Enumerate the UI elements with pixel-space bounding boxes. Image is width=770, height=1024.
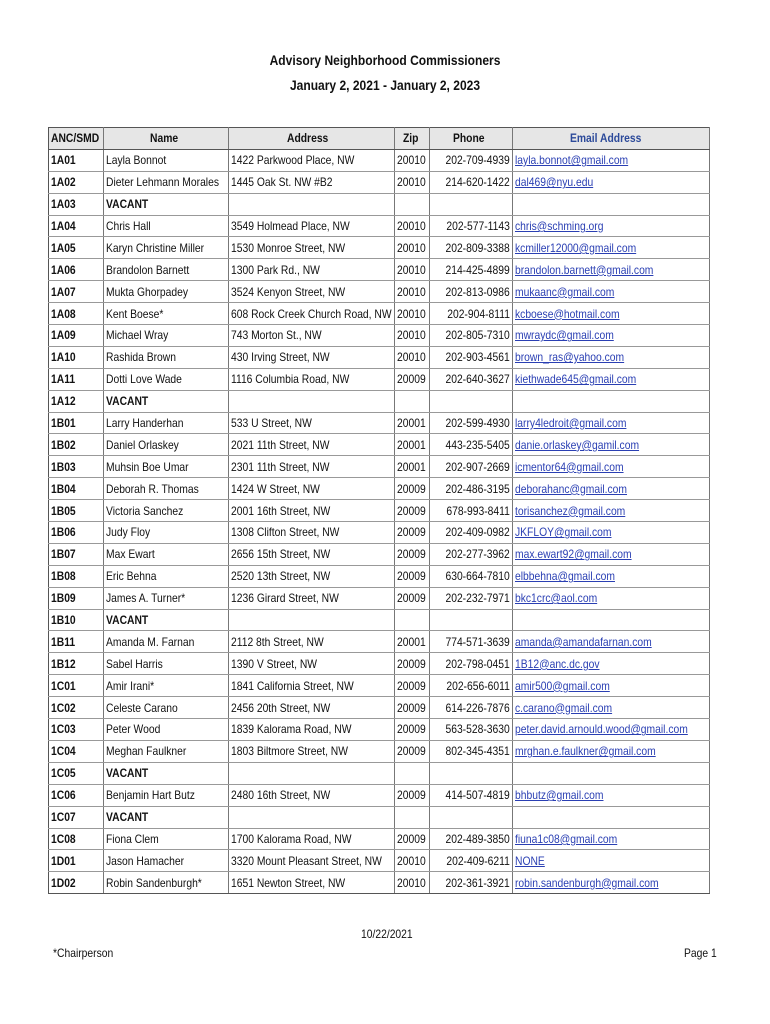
phone-cell: 202-904-8111	[430, 303, 513, 325]
address-cell	[229, 762, 395, 784]
email-cell[interactable]	[513, 478, 710, 500]
smd-cell: 1A09	[49, 325, 104, 347]
email-cell	[513, 806, 710, 828]
email-cell[interactable]	[513, 500, 710, 522]
email-cell	[513, 762, 710, 784]
email-cell[interactable]	[513, 784, 710, 806]
email-cell[interactable]	[513, 281, 710, 303]
email-link[interactable]: NONE	[515, 853, 545, 868]
phone-cell	[430, 193, 513, 215]
email-cell[interactable]	[513, 565, 710, 587]
smd-cell: 1B11	[49, 631, 104, 653]
address-cell: 2301 11th Street, NW	[229, 456, 395, 478]
zip-cell: 20009	[395, 828, 430, 850]
name-cell: Meghan Faulkner	[104, 740, 229, 762]
email-cell	[513, 390, 710, 412]
zip-cell: 20010	[395, 215, 430, 237]
table-row	[49, 784, 710, 806]
zip-cell: 20001	[395, 412, 430, 434]
phone-cell: 563-528-3630	[430, 719, 513, 741]
name-cell: Celeste Carano	[104, 697, 229, 719]
phone-cell: 202-409-0982	[430, 522, 513, 544]
zip-cell: 20001	[395, 456, 430, 478]
table-row	[49, 346, 710, 368]
smd-cell: 1D02	[49, 872, 104, 894]
zip-cell: 20009	[395, 653, 430, 675]
phone-cell: 202-577-1143	[430, 215, 513, 237]
table-row	[49, 368, 710, 390]
address-cell: 1424 W Street, NW	[229, 478, 395, 500]
table-row	[49, 631, 710, 653]
smd-cell: 1A01	[49, 149, 104, 171]
zip-cell	[395, 193, 430, 215]
header-anc-smd: ANC/SMD	[49, 128, 104, 150]
address-cell: 743 Morton St., NW	[229, 325, 395, 347]
phone-cell: 630-664-7810	[430, 565, 513, 587]
table-row	[49, 281, 710, 303]
phone-cell: 802-345-4351	[430, 740, 513, 762]
table-body	[49, 149, 710, 893]
zip-cell: 20009	[395, 719, 430, 741]
email-link[interactable]: kcmiller12000@gmail.com	[515, 240, 637, 255]
phone-cell: 202-809-3388	[430, 237, 513, 259]
email-link[interactable]: dal469@nyu.edu	[515, 175, 594, 190]
name-cell: Victoria Sanchez	[104, 500, 229, 522]
email-link[interactable]: amir500@gmail.com	[515, 678, 610, 693]
smd-cell: 1C03	[49, 719, 104, 741]
email-link[interactable]: torisanchez@gmail.com	[515, 503, 626, 518]
smd-cell: 1B09	[49, 587, 104, 609]
phone-cell: 202-656-6011	[430, 675, 513, 697]
name-cell: Rashida Brown	[104, 346, 229, 368]
email-cell[interactable]	[513, 740, 710, 762]
zip-cell: 20009	[395, 675, 430, 697]
document-title: Advisory Neighborhood Commissioners	[269, 52, 501, 68]
phone-cell: 202-805-7310	[430, 325, 513, 347]
address-cell: 3524 Kenyon Street, NW	[229, 281, 395, 303]
phone-cell	[430, 806, 513, 828]
table-header-row	[49, 128, 710, 150]
email-cell[interactable]	[513, 675, 710, 697]
page-number: Page 1	[684, 946, 717, 960]
address-cell	[229, 806, 395, 828]
table-row	[49, 325, 710, 347]
zip-cell: 20009	[395, 368, 430, 390]
phone-cell: 202-903-4561	[430, 346, 513, 368]
table-row	[49, 456, 710, 478]
zip-cell: 20009	[395, 543, 430, 565]
smd-cell: 1B03	[49, 456, 104, 478]
address-cell	[229, 390, 395, 412]
email-cell[interactable]	[513, 237, 710, 259]
zip-cell	[395, 806, 430, 828]
email-link[interactable]: icmentor64@gmail.com	[515, 459, 624, 474]
email-link[interactable]: kiethwade645@gmail.com	[515, 372, 637, 387]
email-cell[interactable]	[513, 719, 710, 741]
zip-cell: 20009	[395, 784, 430, 806]
address-cell: 2021 11th Street, NW	[229, 434, 395, 456]
name-cell: VACANT	[104, 193, 229, 215]
zip-cell: 20001	[395, 434, 430, 456]
name-cell: Kent Boese*	[104, 303, 229, 325]
phone-cell: 202-813-0986	[430, 281, 513, 303]
phone-cell: 202-486-3195	[430, 478, 513, 500]
email-cell	[513, 609, 710, 631]
address-cell: 2456 20th Street, NW	[229, 697, 395, 719]
address-cell: 2656 15th Street, NW	[229, 543, 395, 565]
smd-cell: 1A10	[49, 346, 104, 368]
address-cell: 608 Rock Creek Church Road, NW	[229, 303, 395, 325]
table-row	[49, 500, 710, 522]
phone-cell: 614-226-7876	[430, 697, 513, 719]
phone-cell: 202-277-3962	[430, 543, 513, 565]
smd-cell: 1B01	[49, 412, 104, 434]
header-address: Address	[229, 128, 395, 150]
smd-cell: 1C06	[49, 784, 104, 806]
phone-cell: 214-620-1422	[430, 171, 513, 193]
name-cell: Larry Handerhan	[104, 412, 229, 434]
name-cell: Brandolon Barnett	[104, 259, 229, 281]
phone-cell: 202-798-0451	[430, 653, 513, 675]
name-cell: Eric Behna	[104, 565, 229, 587]
email-cell[interactable]	[513, 325, 710, 347]
email-link[interactable]: amanda@amandafarnan.com	[515, 634, 652, 649]
chairperson-note: *Chairperson	[53, 946, 114, 960]
table-row	[49, 149, 710, 171]
name-cell: VACANT	[104, 806, 229, 828]
zip-cell: 20010	[395, 149, 430, 171]
zip-cell: 20009	[395, 740, 430, 762]
email-cell[interactable]	[513, 412, 710, 434]
address-cell: 1116 Columbia Road, NW	[229, 368, 395, 390]
zip-cell: 20010	[395, 325, 430, 347]
document-subtitle: January 2, 2021 - January 2, 2023	[289, 77, 481, 93]
zip-cell	[395, 762, 430, 784]
name-cell: Chris Hall	[104, 215, 229, 237]
table-row	[49, 719, 710, 741]
zip-cell: 20010	[395, 281, 430, 303]
smd-cell: 1A03	[49, 193, 104, 215]
table-row	[49, 697, 710, 719]
phone-cell: 202-599-4930	[430, 412, 513, 434]
smd-cell: 1A06	[49, 259, 104, 281]
zip-cell: 20010	[395, 872, 430, 894]
email-cell[interactable]	[513, 850, 710, 872]
email-cell[interactable]	[513, 828, 710, 850]
email-cell[interactable]	[513, 215, 710, 237]
table-row	[49, 237, 710, 259]
name-cell: Amanda M. Farnan	[104, 631, 229, 653]
table-row	[49, 259, 710, 281]
name-cell: Jason Hamacher	[104, 850, 229, 872]
table-row	[49, 193, 710, 215]
zip-cell: 20010	[395, 237, 430, 259]
zip-cell: 20010	[395, 259, 430, 281]
smd-cell: 1A05	[49, 237, 104, 259]
smd-cell: 1C07	[49, 806, 104, 828]
smd-cell: 1C01	[49, 675, 104, 697]
header-phone: Phone	[430, 128, 513, 150]
address-cell: 3549 Holmead Place, NW	[229, 215, 395, 237]
address-cell: 2520 13th Street, NW	[229, 565, 395, 587]
smd-cell: 1A07	[49, 281, 104, 303]
email-cell[interactable]	[513, 434, 710, 456]
smd-cell: 1B05	[49, 500, 104, 522]
email-link[interactable]: bkc1crc@aol.com	[515, 591, 598, 606]
table-row	[49, 675, 710, 697]
email-link[interactable]: brown_ras@yahoo.com	[515, 350, 625, 365]
address-cell: 2480 16th Street, NW	[229, 784, 395, 806]
email-link[interactable]: mwraydc@gmail.com	[515, 328, 614, 343]
address-cell: 430 Irving Street, NW	[229, 346, 395, 368]
table-row	[49, 609, 710, 631]
address-cell	[229, 609, 395, 631]
table-row	[49, 478, 710, 500]
name-cell: Robin Sandenburgh*	[104, 872, 229, 894]
email-cell[interactable]	[513, 346, 710, 368]
smd-cell: 1D01	[49, 850, 104, 872]
zip-cell	[395, 390, 430, 412]
table-row	[49, 412, 710, 434]
email-cell[interactable]	[513, 872, 710, 894]
name-cell: Muhsin Boe Umar	[104, 456, 229, 478]
header-email: Email Address	[513, 128, 710, 150]
name-cell: Karyn Christine Miller	[104, 237, 229, 259]
email-cell[interactable]	[513, 171, 710, 193]
name-cell: Dieter Lehmann Morales	[104, 171, 229, 193]
table-row	[49, 171, 710, 193]
email-cell[interactable]	[513, 456, 710, 478]
phone-cell: 774-571-3639	[430, 631, 513, 653]
email-link[interactable]: peter.david.arnould.wood@gmail.com	[515, 722, 688, 737]
header-name: Name	[104, 128, 229, 150]
email-link[interactable]: mrghan.e.faulkner@gmail.com	[515, 744, 656, 759]
address-cell: 2112 8th Street, NW	[229, 631, 395, 653]
phone-cell: 202-409-6211	[430, 850, 513, 872]
table-row	[49, 215, 710, 237]
smd-cell: 1A12	[49, 390, 104, 412]
name-cell: VACANT	[104, 390, 229, 412]
name-cell: Max Ewart	[104, 543, 229, 565]
phone-cell: 678-993-8411	[430, 500, 513, 522]
table-row	[49, 850, 710, 872]
zip-cell: 20009	[395, 478, 430, 500]
email-cell[interactable]	[513, 303, 710, 325]
address-cell: 1422 Parkwood Place, NW	[229, 149, 395, 171]
address-cell: 1839 Kalorama Road, NW	[229, 719, 395, 741]
name-cell: VACANT	[104, 762, 229, 784]
zip-cell: 20009	[395, 587, 430, 609]
phone-cell	[430, 762, 513, 784]
email-cell[interactable]	[513, 697, 710, 719]
phone-cell: 214-425-4899	[430, 259, 513, 281]
report-date: 10/22/2021	[361, 927, 413, 941]
email-link[interactable]: fiuna1c08@gmail.com	[515, 831, 618, 846]
zip-cell: 20001	[395, 631, 430, 653]
name-cell: Benjamin Hart Butz	[104, 784, 229, 806]
table-row	[49, 543, 710, 565]
address-cell: 533 U Street, NW	[229, 412, 395, 434]
phone-cell: 202-640-3627	[430, 368, 513, 390]
smd-cell: 1C08	[49, 828, 104, 850]
smd-cell: 1A11	[49, 368, 104, 390]
email-link[interactable]: brandolon.barnett@gmail.com	[515, 262, 654, 277]
address-cell: 1308 Clifton Street, NW	[229, 522, 395, 544]
name-cell: Daniel Orlaskey	[104, 434, 229, 456]
table-row	[49, 434, 710, 456]
email-cell[interactable]	[513, 543, 710, 565]
email-link[interactable]: max.ewart92@gmail.com	[515, 547, 632, 562]
phone-cell: 414-507-4819	[430, 784, 513, 806]
email-link[interactable]: danie.orlaskey@gamil.com	[515, 437, 640, 452]
name-cell: VACANT	[104, 609, 229, 631]
zip-cell: 20009	[395, 522, 430, 544]
zip-cell: 20009	[395, 565, 430, 587]
name-cell: Peter Wood	[104, 719, 229, 741]
zip-cell: 20010	[395, 303, 430, 325]
phone-cell: 202-489-3850	[430, 828, 513, 850]
name-cell: Judy Floy	[104, 522, 229, 544]
email-link[interactable]: JKFLOY@gmail.com	[515, 525, 612, 540]
name-cell: James A. Turner*	[104, 587, 229, 609]
address-cell: 1651 Newton Street, NW	[229, 872, 395, 894]
zip-cell: 20010	[395, 346, 430, 368]
phone-cell: 202-709-4939	[430, 149, 513, 171]
email-cell[interactable]	[513, 522, 710, 544]
zip-cell: 20010	[395, 850, 430, 872]
smd-cell: 1B08	[49, 565, 104, 587]
email-link[interactable]: larry4ledroit@gmail.com	[515, 416, 627, 431]
email-cell	[513, 193, 710, 215]
email-cell[interactable]	[513, 631, 710, 653]
name-cell: Fiona Clem	[104, 828, 229, 850]
name-cell: Sabel Harris	[104, 653, 229, 675]
phone-cell: 202-907-2669	[430, 456, 513, 478]
email-link[interactable]: bhbutz@gmail.com	[515, 788, 604, 803]
smd-cell: 1B10	[49, 609, 104, 631]
zip-cell	[395, 609, 430, 631]
table-row	[49, 522, 710, 544]
email-link[interactable]: elbbehna@gmail.com	[515, 569, 615, 584]
email-link[interactable]: mukaanc@gmail.com	[515, 284, 615, 299]
email-link[interactable]: deborahanc@gmail.com	[515, 481, 628, 496]
phone-cell: 202-232-7971	[430, 587, 513, 609]
name-cell: Mukta Ghorpadey	[104, 281, 229, 303]
email-link[interactable]: c.carano@gmail.com	[515, 700, 613, 715]
table-row	[49, 303, 710, 325]
table-row	[49, 653, 710, 675]
phone-cell	[430, 609, 513, 631]
smd-cell: 1C04	[49, 740, 104, 762]
name-cell: Dotti Love Wade	[104, 368, 229, 390]
smd-cell: 1B02	[49, 434, 104, 456]
email-link[interactable]: 1B12@anc.dc.gov	[515, 656, 600, 671]
table-row	[49, 587, 710, 609]
email-cell[interactable]	[513, 259, 710, 281]
smd-cell: 1B06	[49, 522, 104, 544]
zip-cell: 20009	[395, 697, 430, 719]
name-cell: Amir Irani*	[104, 675, 229, 697]
address-cell	[229, 193, 395, 215]
table-row	[49, 872, 710, 894]
address-cell: 1236 Girard Street, NW	[229, 587, 395, 609]
email-cell[interactable]	[513, 368, 710, 390]
smd-cell: 1A04	[49, 215, 104, 237]
address-cell: 1445 Oak St. NW #B2	[229, 171, 395, 193]
table-row	[49, 565, 710, 587]
address-cell: 1841 California Street, NW	[229, 675, 395, 697]
smd-cell: 1C02	[49, 697, 104, 719]
email-cell[interactable]	[513, 149, 710, 171]
address-cell: 1803 Biltmore Street, NW	[229, 740, 395, 762]
email-link[interactable]: robin.sandenburgh@gmail.com	[515, 875, 659, 890]
table-row	[49, 806, 710, 828]
table-row	[49, 390, 710, 412]
address-cell: 1300 Park Rd., NW	[229, 259, 395, 281]
zip-cell: 20009	[395, 500, 430, 522]
address-cell: 1390 V Street, NW	[229, 653, 395, 675]
zip-cell: 20010	[395, 171, 430, 193]
name-cell: Layla Bonnot	[104, 149, 229, 171]
smd-cell: 1B12	[49, 653, 104, 675]
header-zip: Zip	[395, 128, 430, 150]
table-row	[49, 762, 710, 784]
email-cell[interactable]	[513, 587, 710, 609]
table-row	[49, 828, 710, 850]
smd-cell: 1A08	[49, 303, 104, 325]
address-cell: 1530 Monroe Street, NW	[229, 237, 395, 259]
address-cell: 1700 Kalorama Road, NW	[229, 828, 395, 850]
phone-cell: 443-235-5405	[430, 434, 513, 456]
phone-cell	[430, 390, 513, 412]
table-row	[49, 740, 710, 762]
email-link[interactable]: layla.bonnot@gmail.com	[515, 153, 629, 168]
address-cell: 2001 16th Street, NW	[229, 500, 395, 522]
smd-cell: 1A02	[49, 171, 104, 193]
email-link[interactable]: chris@schming.org	[515, 219, 604, 233]
email-link[interactable]: kcboese@hotmail.com	[515, 306, 620, 321]
smd-cell: 1B04	[49, 478, 104, 500]
commissioner-table	[48, 127, 710, 894]
smd-cell: 1B07	[49, 543, 104, 565]
email-cell[interactable]	[513, 653, 710, 675]
phone-cell: 202-361-3921	[430, 872, 513, 894]
address-cell: 3320 Mount Pleasant Street, NW	[229, 850, 395, 872]
name-cell: Michael Wray	[104, 325, 229, 347]
smd-cell: 1C05	[49, 762, 104, 784]
name-cell: Deborah R. Thomas	[104, 478, 229, 500]
